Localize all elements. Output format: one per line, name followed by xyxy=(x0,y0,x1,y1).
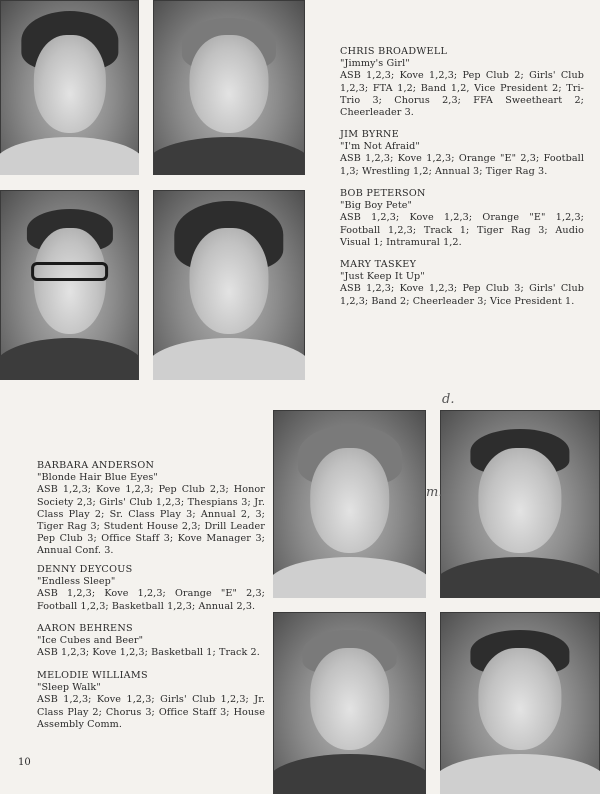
student-activities: ASB 1,2,3; Kove 1,2,3; Orange "E" 2,3; Football 1,2,3; Basketball 1,2,3; Annual 2,3. xyxy=(37,588,265,612)
student-nickname: "Endless Sleep" xyxy=(37,576,116,588)
student-name: BARBARA ANDERSON xyxy=(37,460,155,471)
student-name: DENNY DEYCOUS xyxy=(37,564,133,575)
portrait-bob-peterson xyxy=(0,190,139,380)
bio-denny-deycous xyxy=(37,564,265,613)
student-nickname: "Blonde Hair Blue Eyes" xyxy=(37,472,158,484)
portrait-chris-broadwell xyxy=(0,0,139,175)
portrait-melodie-williams xyxy=(440,612,600,794)
student-name: AARON BEHRENS xyxy=(37,623,133,634)
bio-mary-taskey xyxy=(340,259,584,308)
bio-bob-peterson xyxy=(340,188,584,249)
student-nickname: "Big Boy Pete" xyxy=(340,200,413,212)
handwritten-mark: m. xyxy=(426,485,443,500)
portrait-aaron-behrens xyxy=(273,612,426,794)
student-nickname: "Jimmy's Girl" xyxy=(340,58,410,70)
bio-barbara-anderson xyxy=(37,460,265,558)
student-nickname: "Sleep Walk" xyxy=(37,682,101,694)
student-name: JIM BYRNE xyxy=(340,129,400,140)
bio-chris-broadwell xyxy=(340,46,584,119)
student-activities: ASB 1,2,3; Kove 1,2,3; Orange "E" 1,2,3; Football 1,2,3; Track 1; Tiger Rag 3; Audio Visual 1; Intramural 1,2. xyxy=(340,212,584,248)
handwritten-mark: d. xyxy=(442,392,455,407)
student-name: BOB PETERSON xyxy=(340,188,426,199)
page-number: 10 xyxy=(18,757,31,768)
student-activities: ASB 1,2,3; Kove 1,2,3; Pep Club 2,3; Honor Society 2,3; Girls' Club 1,2,3; Thespians 3; Jr. Class Play 2; Sr. Class Play 3; Annual 2, 3; Tiger Rag 3; Student House 2,3; Drill Leader Pep Club 3; Office Staff 3; Kove Manager 3; Annual Conf. 3. xyxy=(37,484,265,557)
student-name: CHRIS BROADWELL xyxy=(340,46,448,57)
portrait-denny-deycous xyxy=(440,410,600,598)
portrait-mary-taskey xyxy=(153,190,305,380)
student-nickname: "I'm Not Afraid" xyxy=(340,141,420,153)
portrait-barbara-anderson xyxy=(273,410,426,598)
bio-jim-byrne xyxy=(340,129,584,178)
portrait-jim-byrne xyxy=(153,0,305,175)
student-activities: ASB 1,2,3; Kove 1,2,3; Girls' Club 1,2,3; Jr. Class Play 2; Chorus 3; Office Staff 3; House Assembly Comm. xyxy=(37,694,265,730)
student-activities: ASB 1,2,3; Kove 1,2,3; Orange "E" 2,3; Football 1,3; Wrestling 1,2; Annual 3; Tiger Rag 3. xyxy=(340,153,584,177)
student-name: MELODIE WILLIAMS xyxy=(37,670,148,681)
student-name: MARY TASKEY xyxy=(340,259,417,270)
student-activities: ASB 1,2,3; Kove 1,2,3; Pep Club 3; Girls' Club 1,2,3; Band 2; Cheerleader 3; Vice President 1. xyxy=(340,283,584,307)
student-nickname: "Just Keep It Up" xyxy=(340,271,425,283)
student-nickname: "Ice Cubes and Beer" xyxy=(37,635,144,647)
bio-melodie-williams xyxy=(37,670,265,731)
student-activities: ASB 1,2,3; Kove 1,2,3; Pep Club 2; Girls' Club 1,2,3; FTA 1,2; Band 1,2, Vice President 2; Tri-Trio 3; Chorus 2,3; FFA Sweetheart 2; Cheerleader 3. xyxy=(340,70,584,119)
student-activities: ASB 1,2,3; Kove 1,2,3; Basketball 1; Track 2. xyxy=(37,647,260,659)
bio-aaron-behrens xyxy=(37,623,265,660)
